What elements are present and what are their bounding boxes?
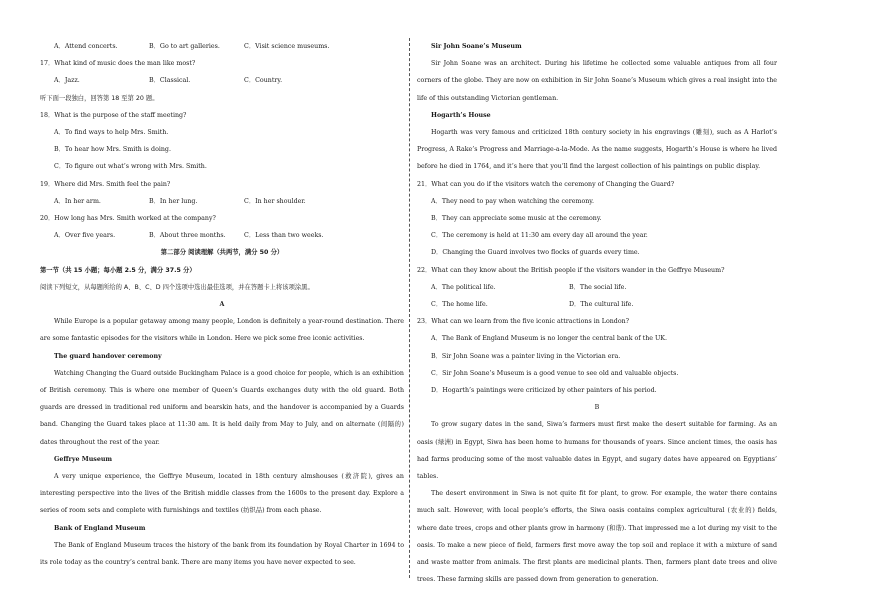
part2-title: 第二部分 阅读理解（共两节，满分 50 分） bbox=[160, 249, 284, 257]
paragraph-bank-of-england: The Bank of England Museum traces the history of the bank from its foundation by Royal Charter in 1694 to its role today as the country’s central bank. There are many items you have never expected to see. bbox=[40, 541, 404, 567]
q20-option-c: C．Less than two weeks. bbox=[244, 232, 324, 240]
section1-title: 第一节（共 15 小题；每小题 2.5 分，满分 37.5 分） bbox=[40, 266, 196, 274]
heading-bank-of-england: Bank of England Museum bbox=[54, 524, 146, 532]
q18-option-a: A．To find ways to help Mrs. Smith. bbox=[54, 129, 169, 137]
q17-option-b: B．Classical. bbox=[149, 77, 191, 85]
passage-a-intro: While Europe is a popular getaway among many people, London is definitely a year-round destination. There are some fantastic episodes for the visitors while in London. Here we pick some free iconic activities. bbox=[40, 318, 404, 343]
q16-option-a: A．Attend concerts. bbox=[54, 43, 118, 50]
q16-option-b: B．Go to art galleries. bbox=[149, 43, 220, 50]
q23-option-b: B．Sir John Soane was a painter living in the Victorian era. bbox=[431, 352, 621, 360]
q21-option-b: B．They can appreciate some music at the ceremony. bbox=[431, 215, 602, 223]
q22-option-c: C．The home life. bbox=[431, 301, 488, 309]
q16-options bbox=[40, 38, 404, 55]
paragraph-geffrye-museum: A very unique experience, the Geffrye Museum, located in 18th century almshouses (救济院), gives an interesting perspective into the lives of the British middle classes from the 1600s to the present day. Explore a series of room sets and complete with furnishings and textiles (纺织品) from each phase. bbox=[40, 473, 404, 515]
q23-stem: 23．What can we learn from the five iconic attractions in London? bbox=[417, 318, 630, 326]
q20-option-b: B．About three months. bbox=[149, 232, 226, 240]
q18-option-b: B．To hear how Mrs. Smith is doing. bbox=[54, 146, 171, 154]
heading-hogarth-house: Hogarth’s House bbox=[431, 111, 491, 119]
q21-option-c: C．The ceremony is held at 11:30 am every day all around the year. bbox=[431, 232, 648, 240]
q20-options bbox=[40, 227, 404, 244]
q17-option-a: A．Jazz. bbox=[54, 77, 80, 85]
q20-option-a: A．Over five years. bbox=[54, 232, 116, 240]
q22-stem: 22．What can they know about the British people if the visitors wander in the Geffrye Museum? bbox=[417, 266, 725, 274]
q19-option-a: A．In her arm. bbox=[54, 197, 101, 205]
q22-option-a: A．The political life. bbox=[431, 283, 496, 291]
q23-option-c: C．Sir John Soane’s Museum is a good venue to see old and valuable objects. bbox=[431, 369, 679, 377]
paragraph-hogarth-house: Hogarth was very famous and criticized 18th century society in his engravings (雕刻), such as A Harlot’s Progress, A Rake’s Progress and Marriage-a-la-Mode. As the name suggests, Hogarth’s House is where he lived before he died in 1764, and it’s here that you’ll find the largest collection of his paintings on public display. bbox=[417, 129, 777, 171]
passage-a-label: A bbox=[219, 301, 225, 309]
q22-options-cd bbox=[417, 296, 777, 313]
passage-b-paragraph-1: To grow sugary dates in the sand, Siwa’s farmers must first make the desert suitable for farming. As an oasis (绿洲) in Egypt, Siwa has been home to humans for thousands of years. Since ancient times, the oasis has had farms producing some of the most valuable dates in Egypt, and sugary dates have appeared on Egyptians’ tables. bbox=[417, 421, 777, 481]
paragraph-guard-ceremony: Watching Changing the Guard outside Buckingham Palace is a good choice for people, which is an exhibition of British ceremony. This is where one member of Queen’s Guards exchanges duty with the old guard. Both guards are dressed in traditional red uniform and bearskin hats, and the handover is accompanied by a Guards band. Changing the Guard takes place at 11:30 am. It is held daily from May to July, and on alternate (间隔的) dates throughout the rest of the year. bbox=[40, 369, 404, 446]
q22-option-b: B．The social life. bbox=[569, 283, 627, 291]
instruction-18-20: 听下面一段独白，回答第 18 至第 20 题。 bbox=[40, 94, 159, 102]
right-column bbox=[417, 38, 777, 589]
q16-option-c: C．Visit science museums. bbox=[244, 43, 330, 50]
q23-option-a: A．The Bank of England Museum is no longer the central bank of the UK. bbox=[431, 335, 667, 343]
heading-soane-museum: Sir John Soane’s Museum bbox=[431, 43, 522, 50]
passage-b-label: B bbox=[594, 404, 600, 412]
passage-b-paragraph-2: The desert environment in Siwa is not quite fit for plant, to grow. For example, the water there contains much salt. However, with local people’s efforts, the Siwa oasis contains complex agricultural (农业的) fields, where date trees, crops and other plants grow in harmony (和谐). That impressed me a lot during my visit to the oasis. To make a new piece of field, farmers first move away the top soil and replace it with a mixture of sand and waste matter from animals. The first plants are medicinal plants. Then, farmers plant date trees and olive trees. These farming skills are passed down from generation to generation. bbox=[417, 490, 777, 584]
q19-option-b: B．In her lung. bbox=[149, 197, 198, 205]
left-column bbox=[40, 38, 404, 571]
paragraph-soane-museum: Sir John Soane was an architect. During his lifetime he collected some valuable antiques from all four corners of the globe. They are now on exhibition in Sir John Soane’s Museum which gives a real insight into the life of this outstanding Victorian gentleman. bbox=[417, 60, 777, 102]
q19-stem: 19．Where did Mrs. Smith feel the pain? bbox=[40, 180, 171, 188]
section1-instruction: 阅读下列短文，从每题所给的 A、B、C、D 四个选项中选出最佳选项，并在答题卡上将该项涂黑。 bbox=[40, 283, 314, 291]
heading-guard-ceremony: The guard handover ceremony bbox=[54, 352, 162, 360]
q19-option-c: C．In her shoulder. bbox=[244, 197, 306, 205]
q17-stem: 17．What kind of music does the man like most? bbox=[40, 60, 196, 68]
q17-option-c: C．Country. bbox=[244, 77, 283, 85]
q19-options bbox=[40, 193, 404, 210]
q22-options-ab bbox=[417, 279, 777, 296]
q21-option-d: D．Changing the Guard involves two flocks of guards every time. bbox=[431, 249, 640, 257]
q23-option-d: D．Hogarth’s paintings were criticized by other painters of his period. bbox=[431, 387, 657, 395]
heading-geffrye-museum: Geffrye Museum bbox=[54, 455, 113, 463]
q21-stem: 21．What can you do if the visitors watch the ceremony of Changing the Guard? bbox=[417, 180, 675, 188]
q21-option-a: A．They need to pay when watching the ceremony. bbox=[431, 197, 595, 205]
q22-option-d: D．The cultural life. bbox=[569, 301, 634, 309]
q20-stem: 20．How long has Mrs. Smith worked at the company? bbox=[40, 215, 216, 223]
column-divider bbox=[409, 38, 410, 578]
q18-option-c: C．To figure out what’s wrong with Mrs. Smith. bbox=[54, 163, 207, 171]
q17-options bbox=[40, 72, 404, 89]
q18-stem: 18．What is the purpose of the staff meeting? bbox=[40, 111, 187, 119]
